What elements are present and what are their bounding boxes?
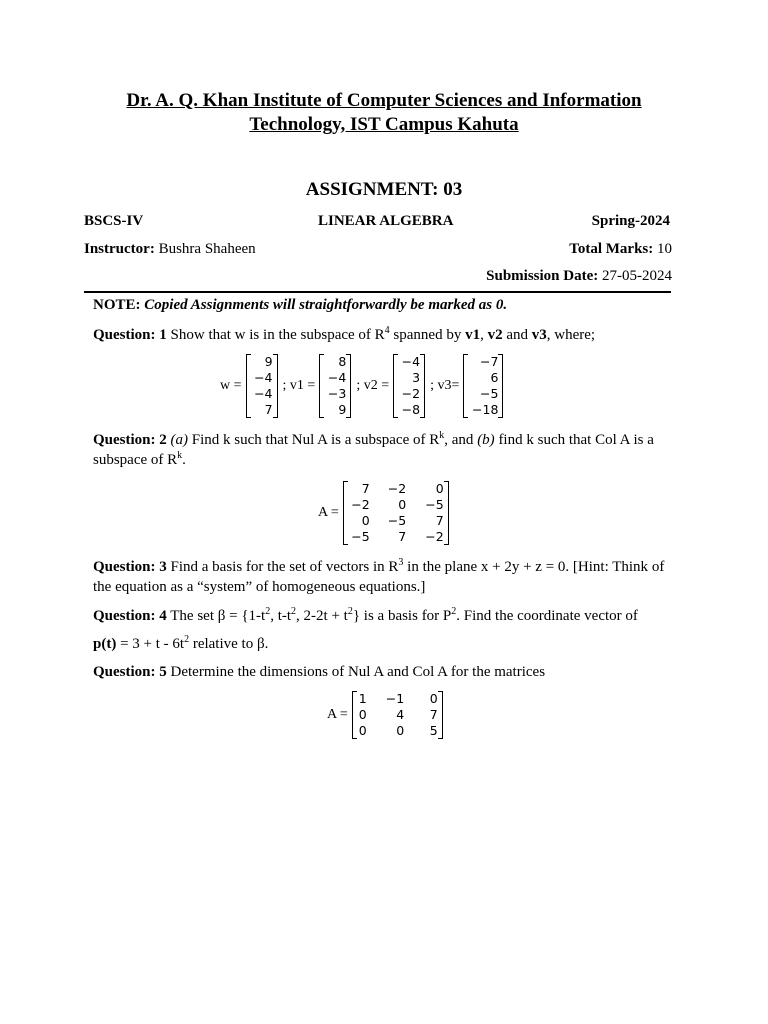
matrix-entry: −4: [401, 354, 421, 369]
question-2-text-d: subspace of R: [93, 452, 178, 468]
matrix-entry: 5: [429, 723, 438, 738]
matrix-entry: 7: [435, 513, 444, 528]
matrix-entry: −8: [401, 402, 421, 417]
question-4-line2: [93, 634, 678, 654]
question-3-text-a: Find a basis for the set of vectors in R: [170, 559, 399, 575]
institute-title-line1: Dr. A. Q. Khan Institute of Computer Sciences and Information: [126, 90, 642, 111]
q5-a-label: A =: [327, 707, 348, 722]
v3-label: ; v3=: [430, 378, 460, 393]
question-5: [93, 662, 678, 682]
submission-line: [486, 268, 672, 285]
matrix-entry: 7: [429, 707, 438, 722]
matrix-entry: 1: [358, 691, 367, 706]
matrix-entry: −1: [385, 691, 405, 706]
question-1-text-c: , where;: [546, 327, 596, 343]
question-4-text-a: The set β = {1-t: [170, 608, 266, 624]
question-4-sup3: 2: [347, 606, 353, 617]
q2-matrix-a: [343, 481, 449, 545]
question-4-label: Question: 4: [93, 608, 167, 624]
question-3-text-b: in the plane x + 2y + z = 0. [Hint: Think: [407, 559, 649, 575]
question-4-sup1: 2: [265, 606, 271, 617]
q2-a-label: A =: [318, 505, 339, 520]
question-4-sup5: 2: [184, 634, 190, 645]
question-2-text-b: , and: [444, 432, 474, 448]
note: [93, 295, 678, 315]
question-1-label: Question: 1: [93, 327, 167, 343]
matrix-entry: 9: [338, 402, 347, 417]
matrix-entry: 8: [338, 354, 347, 369]
question-3-label: Question: 3: [93, 559, 167, 575]
question-4-text-e: . Find the coordinate vector of: [456, 608, 638, 624]
question-1: [93, 325, 678, 345]
matrix-entry: 0: [396, 723, 405, 738]
question-2-part-a: (a): [170, 432, 189, 448]
question-1-sup: 4: [384, 325, 390, 336]
matrix-entry: −4: [327, 370, 347, 385]
w-label: w =: [220, 378, 242, 393]
instructor-line: [84, 241, 256, 258]
question-4-sup4: 2: [451, 606, 457, 617]
matrix-entry: −4: [254, 370, 273, 385]
question-3-sup: 3: [398, 557, 404, 568]
matrix-entry: 0: [358, 723, 367, 738]
matrix-entry: 7: [398, 529, 407, 544]
matrix-entry: 0: [361, 513, 370, 528]
q5-matrix-a: [352, 691, 443, 739]
matrix-entry: 7: [361, 481, 370, 496]
question-1-comma: ,: [480, 327, 484, 343]
question-4-text-f: = 3 + t - 6t: [120, 636, 185, 652]
v3-vector: [463, 354, 503, 418]
question-2-text-c: find k such that Col A is a: [498, 432, 654, 448]
submission-value: 27-05-2024: [602, 268, 672, 284]
question-2-sup-a: k: [439, 430, 445, 441]
question-4-sup2: 2: [291, 606, 297, 617]
question-2-text-a: Find k such that Nul A is a subspace of R: [191, 432, 440, 448]
question-5-text: Determine the dimensions of Nul A and Col A for the matrices: [170, 664, 546, 680]
question-1-v2: v2: [487, 327, 503, 343]
question-2-text-e: .: [182, 452, 186, 468]
question-1-vectors: [220, 353, 503, 419]
total-marks-value: 10: [657, 241, 672, 257]
matrix-entry: 9: [264, 354, 273, 369]
total-marks-line: [569, 241, 672, 258]
w-vector: [246, 354, 278, 418]
matrix-entry: −2: [387, 481, 407, 496]
matrix-entry: 0: [358, 707, 367, 722]
matrix-entry: −3: [327, 386, 347, 401]
question-2: [93, 430, 678, 470]
question-4-text-c: , 2-2t + t: [296, 608, 348, 624]
header-divider: [84, 291, 671, 293]
matrix-entry: −2: [425, 529, 444, 544]
program-label: BSCS-IV: [84, 213, 144, 229]
course-label: LINEAR ALGEBRA: [318, 213, 454, 229]
question-4-text-b: , t-t: [270, 608, 292, 624]
matrix-entry: 3: [412, 370, 421, 385]
v2-vector: [393, 354, 425, 418]
question-4-text-g: relative to β.: [192, 636, 269, 652]
question-1-and: and: [506, 327, 528, 343]
matrix-entry: 6: [490, 370, 499, 385]
question-3-text-c: of the equation as a “system” of homogeneous equations.]: [93, 559, 665, 595]
assignment-heading: ASSIGNMENT: 03: [305, 179, 463, 200]
instructor-label: Instructor:: [84, 241, 155, 257]
note-label: NOTE:: [93, 297, 141, 313]
total-marks-label: Total Marks:: [569, 241, 654, 257]
matrix-entry: 4: [396, 707, 405, 722]
question-1-text: Show that w is in the subspace of R: [170, 327, 385, 343]
question-2-matrix: [318, 480, 449, 546]
note-text: Copied Assignments will straightforwardly be marked as 0.: [144, 297, 508, 313]
question-4-p-label: p(t): [93, 636, 117, 652]
question-1-v3: v3: [531, 327, 547, 343]
question-4-text-d: } is a basis for P: [352, 608, 452, 624]
question-2-part-b: (b): [477, 432, 495, 448]
question-3: [93, 557, 678, 597]
matrix-entry: −5: [387, 513, 407, 528]
question-5-matrix: [327, 690, 443, 740]
question-1-v1: v1: [465, 327, 481, 343]
matrix-entry: 0: [429, 691, 438, 706]
v1-vector: [319, 354, 351, 418]
matrix-entry: −4: [254, 386, 273, 401]
matrix-entry: −2: [401, 386, 421, 401]
matrix-entry: 0: [435, 481, 444, 496]
v1-label: ; v1 =: [282, 378, 316, 393]
matrix-entry: −5: [479, 386, 499, 401]
matrix-entry: −5: [351, 529, 370, 544]
instructor-name: Bushra Shaheen: [158, 241, 256, 257]
matrix-entry: 0: [398, 497, 407, 512]
matrix-entry: −5: [425, 497, 444, 512]
matrix-entry: −2: [351, 497, 370, 512]
matrix-entry: −18: [472, 402, 499, 417]
submission-label: Submission Date:: [486, 268, 599, 284]
matrix-entry: −7: [479, 354, 499, 369]
question-1-text-b: spanned by: [393, 327, 462, 343]
question-5-label: Question: 5: [93, 664, 167, 680]
question-4: [93, 606, 678, 626]
v2-label: ; v2 =: [356, 378, 390, 393]
matrix-entry: 7: [264, 402, 273, 417]
question-2-sup-b: k: [177, 450, 183, 461]
question-2-label: Question: 2: [93, 432, 167, 448]
term-label: Spring-2024: [591, 213, 670, 229]
institute-title-line2: Technology, IST Campus Kahuta: [249, 114, 519, 135]
